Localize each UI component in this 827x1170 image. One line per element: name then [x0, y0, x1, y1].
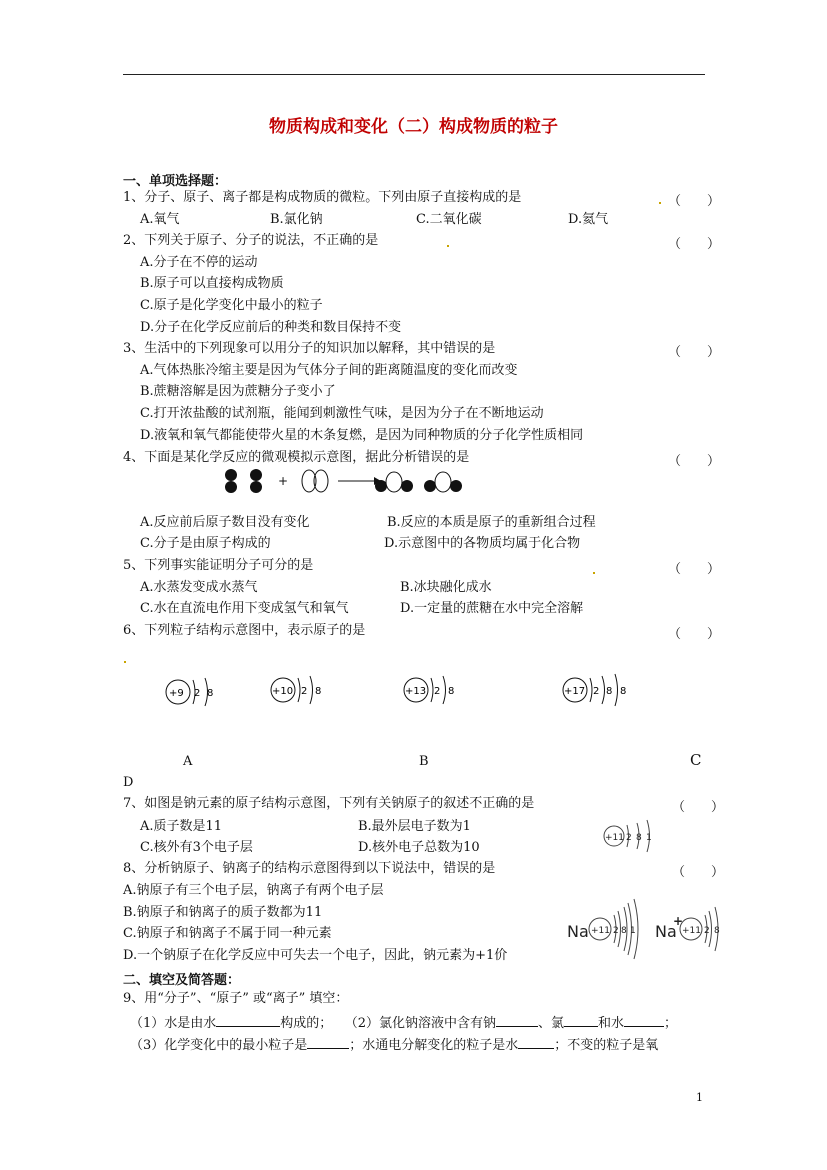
- svg-text:2: 2: [434, 686, 441, 697]
- answer-blank-2: （ ）: [668, 237, 721, 252]
- section-heading-1: 一、单项选择题：: [123, 174, 228, 189]
- q5-option-c: C.水在直流电作用下变成氢气和氧气: [140, 601, 349, 616]
- q2-option-b: B.原子可以直接构成物质: [140, 276, 284, 291]
- diagram-label-b: B: [419, 754, 429, 769]
- svg-text:2: 2: [301, 686, 308, 697]
- question-5-stem: 5、下列事实能证明分子可分的是: [123, 558, 314, 573]
- section-heading-2: 二、填空及简答题：: [123, 973, 241, 988]
- svg-text:2: 2: [704, 926, 710, 936]
- svg-text:8: 8: [448, 686, 455, 697]
- q4-option-c: C.分子是由原子构成的: [140, 536, 271, 551]
- svg-text:+10: +10: [272, 686, 294, 697]
- q4-option-a: A.反应前后原子数目没有变化: [140, 515, 310, 530]
- header-rule: [123, 74, 705, 75]
- q9-line-1: （1）水是由水 构成的； （2）氯化钠溶液中含有钠 、氯 和水 ；: [130, 1016, 678, 1031]
- q7-option-b: B.最外层电子数为1: [358, 819, 471, 834]
- atom-diagram-c: [398, 668, 462, 712]
- reaction-diagram: [218, 468, 468, 496]
- product-molecule-1: [375, 472, 413, 492]
- reactant-molecule-2: [250, 469, 262, 493]
- question-3-stem: 3、生活中的下列现象可以用分子的知识加以解释，其中错误的是: [123, 341, 496, 356]
- q7-option-c: C.核外有3个电子层: [140, 840, 253, 855]
- question-2-stem: 2、下列关于原子、分子的说法，不正确的是: [123, 233, 379, 248]
- atom-diagram-a: [160, 670, 220, 714]
- fill-blank-1[interactable]: [216, 1014, 280, 1027]
- q8-option-c: C.钠原子和钠离子不属于同一种元素: [123, 926, 332, 941]
- reactant-molecule-1: [225, 469, 237, 493]
- q1-option-c: C.二氧化碳: [416, 212, 482, 227]
- q8-option-b: B.钠原子和钠离子的质子数都为11: [123, 905, 323, 920]
- svg-text:1: 1: [630, 926, 636, 936]
- sodium-atom-ion-diagram: [565, 885, 725, 970]
- q1-option-b: B.氯化钠: [270, 212, 323, 227]
- svg-text:2: 2: [194, 688, 201, 699]
- svg-text:+11: +11: [591, 926, 610, 936]
- svg-text:8: 8: [315, 686, 322, 697]
- question-6-stem: 6、下列粒子结构示意图中，表示原子的是: [123, 623, 366, 638]
- q4-option-b: B.反应的本质是原子的重新组合过程: [387, 515, 596, 530]
- q8-option-a: A.钠原子有三个电子层，钠离子有两个电子层: [123, 883, 384, 898]
- q8-option-d: D.一个钠原子在化学反应中可失去一个电子，因此，钠元素为+1价: [123, 948, 508, 963]
- question-1-stem: 1、分子、原子、离子都是构成物质的微粒。下列由原子直接构成的是: [123, 190, 522, 205]
- question-9-stem: 9、用“分子”、“原子” 或“离子” 填空：: [123, 991, 349, 1006]
- sodium-ion-charge: +: [673, 914, 684, 928]
- q9-line-2: （3）化学变化中的最小粒子是 ；水通电分解变化的粒子是水 ；不变的粒子是氧: [130, 1038, 659, 1053]
- scan-speck: [124, 661, 126, 663]
- answer-blank-6: （ ）: [668, 627, 721, 642]
- q1-option-a: A.氧气: [140, 212, 180, 227]
- svg-text:1: 1: [646, 833, 652, 843]
- reactant-molecule-3: [302, 470, 328, 492]
- q7-option-d: D.核外电子总数为10: [358, 840, 480, 855]
- q5-option-a: A.水蒸发变成水蒸气: [140, 580, 258, 595]
- q2-option-a: A.分子在不停的运动: [140, 255, 258, 270]
- diagram-label-a: A: [183, 754, 193, 769]
- atom-diagram-d: [557, 668, 637, 712]
- page-title: 物质构成和变化（二）构成物质的粒子: [269, 117, 558, 137]
- q5-option-d: D.一定量的蔗糖在水中完全溶解: [400, 601, 584, 616]
- sodium-ion-label: Na: [655, 922, 677, 941]
- q4-option-d: D.示意图中的各物质均属于化合物: [384, 536, 581, 551]
- sodium-ion-structure: [680, 907, 720, 951]
- fill-blank-4[interactable]: [624, 1014, 664, 1027]
- scan-speck: [593, 572, 595, 574]
- diagram-label-d: D: [123, 775, 134, 790]
- plus-sign: +: [278, 474, 289, 488]
- answer-blank-5: （ ）: [668, 562, 721, 577]
- sodium-atom-structure: [589, 899, 638, 959]
- question-8-stem: 8、分析钠原子、钠离子的结构示意图得到以下说法中，错误的是: [123, 861, 496, 876]
- diagram-label-c: C: [690, 751, 702, 769]
- fill-blank-6[interactable]: [518, 1036, 554, 1049]
- scan-speck: [659, 202, 661, 204]
- svg-text:+13: +13: [405, 686, 427, 697]
- svg-text:+9: +9: [169, 688, 184, 699]
- svg-text:+17: +17: [564, 686, 586, 697]
- fill-blank-3[interactable]: [564, 1014, 598, 1027]
- svg-text:8: 8: [606, 686, 613, 697]
- answer-blank-8: （ ）: [672, 865, 725, 880]
- answer-blank-3: （ ）: [668, 345, 721, 360]
- svg-text:8: 8: [636, 833, 642, 843]
- question-4-stem: 4、下面是某化学反应的微观模拟示意图，据此分析错误的是: [123, 450, 470, 465]
- svg-text:2: 2: [626, 833, 632, 843]
- page-number: 1: [696, 1091, 703, 1104]
- svg-text:+11: +11: [605, 833, 624, 843]
- svg-text:8: 8: [207, 688, 214, 699]
- q3-option-a: A.气体热胀冷缩主要是因为气体分子间的距离随温度的变化而改变: [140, 363, 518, 378]
- q2-option-c: C.原子是化学变化中最小的粒子: [140, 298, 323, 313]
- svg-text:2: 2: [613, 926, 619, 936]
- svg-text:2: 2: [593, 686, 600, 697]
- q1-option-d: D.氦气: [568, 212, 609, 227]
- q3-option-c: C.打开浓盐酸的试剂瓶，能闻到刺激性气味，是因为分子在不断地运动: [140, 406, 544, 421]
- sodium-atom-label: Na: [567, 922, 589, 941]
- scan-speck: [447, 245, 449, 247]
- arrow-icon: [338, 477, 381, 485]
- fill-blank-5[interactable]: [307, 1036, 349, 1049]
- answer-blank-7: （ ）: [672, 800, 725, 815]
- q5-option-b: B.冰块融化成水: [400, 580, 492, 595]
- q2-option-d: D.分子在化学反应前后的种类和数目保持不变: [140, 320, 402, 335]
- q3-option-d: D.液氧和氧气都能使带火星的木条复燃，是因为同种物质的分子化学性质相同: [140, 428, 584, 443]
- fill-blank-2[interactable]: [496, 1014, 538, 1027]
- product-molecule-2: [424, 472, 462, 492]
- svg-text:8: 8: [620, 686, 627, 697]
- answer-blank-1: （ ）: [668, 194, 721, 209]
- q7-option-a: A.质子数是11: [140, 819, 223, 834]
- svg-text:+11: +11: [682, 926, 701, 936]
- svg-text:8: 8: [621, 926, 627, 936]
- sodium-atom-diagram: [600, 815, 662, 857]
- svg-text:8: 8: [714, 926, 720, 936]
- question-7-stem: 7、如图是钠元素的原子结构示意图，下列有关钠原子的叙述不正确的是: [123, 796, 535, 811]
- q3-option-b: B.蔗糖溶解是因为蔗糖分子变小了: [140, 384, 336, 399]
- atom-diagram-b: [265, 668, 329, 712]
- answer-blank-4: （ ）: [668, 454, 721, 469]
